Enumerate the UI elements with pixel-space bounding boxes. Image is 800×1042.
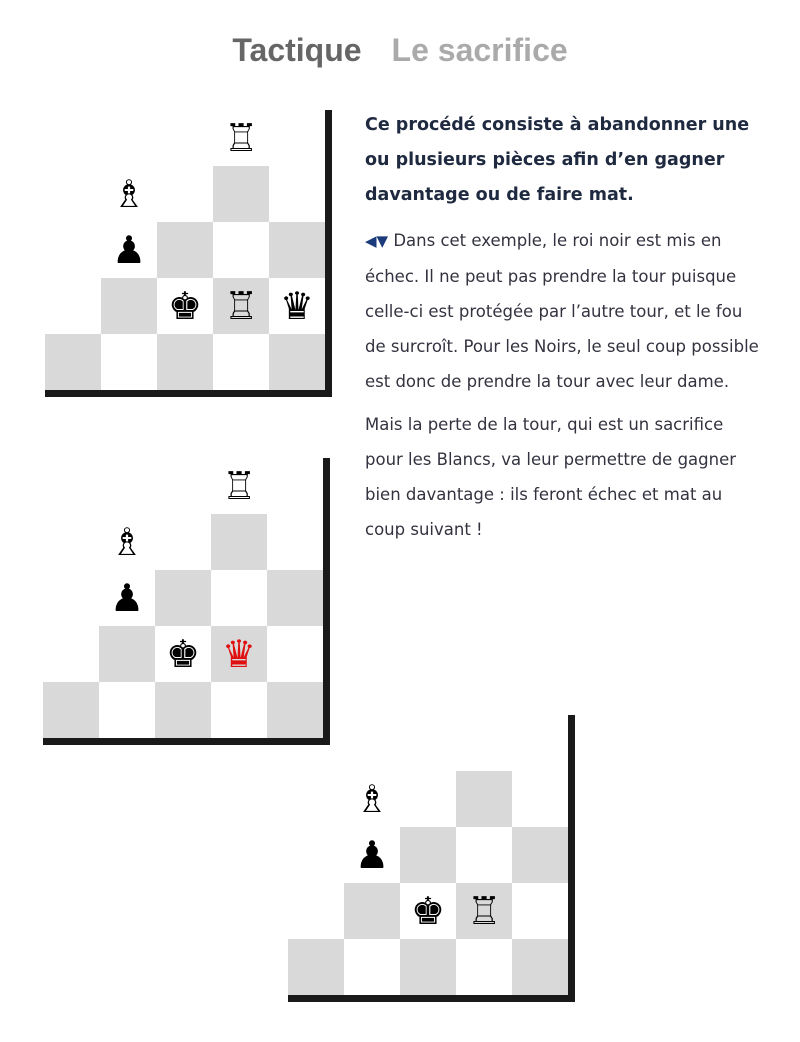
dark-square <box>211 514 267 570</box>
chess-diagram-2 <box>43 458 333 748</box>
title-le-sacrifice: Le sacrifice <box>391 32 568 68</box>
white-rook-icon: ♖ <box>221 464 257 508</box>
page-title <box>0 32 800 69</box>
board-frame-bottom <box>288 995 575 1002</box>
board-frame-right <box>325 110 332 397</box>
chess-diagram-1 <box>45 110 335 400</box>
dark-square <box>101 278 157 334</box>
dark-square <box>400 827 456 883</box>
white-rook-icon: ♖ <box>223 284 259 328</box>
dark-square <box>157 334 213 390</box>
white-rook-icon: ♖ <box>223 116 259 160</box>
dark-square <box>45 334 101 390</box>
arrow-markers-icon: ◀▼ <box>365 232 389 250</box>
board-frame-right <box>568 715 575 1002</box>
black-pawn-icon: ♟ <box>354 833 390 877</box>
black-king-icon: ♚ <box>165 632 201 676</box>
black-pawn-icon: ♟ <box>111 228 147 272</box>
black-queen-icon: ♛ <box>221 632 257 676</box>
dark-square <box>400 939 456 995</box>
title-tactique: Tactique <box>232 32 362 68</box>
dark-square <box>288 939 344 995</box>
dark-square <box>269 334 325 390</box>
dark-square <box>267 570 323 626</box>
paragraph-2: Mais la perte de la tour, qui est un sacrifice pour les Blancs, va leur permettre de gagner bien davantage : ils feront échec et mat au coup suivant ! <box>365 415 737 539</box>
dark-square <box>43 682 99 738</box>
dark-square <box>155 570 211 626</box>
dark-square <box>344 883 400 939</box>
black-queen-icon: ♛ <box>279 284 315 328</box>
board-frame-right <box>323 458 330 745</box>
white-bishop-icon: ♗ <box>109 520 145 564</box>
dark-square <box>99 626 155 682</box>
dark-square <box>269 222 325 278</box>
black-king-icon: ♚ <box>410 889 446 933</box>
black-pawn-icon: ♟ <box>109 576 145 620</box>
black-king-icon: ♚ <box>167 284 203 328</box>
dark-square <box>512 939 568 995</box>
paragraph-1 <box>365 223 765 399</box>
paragraph-1-text: Dans cet exemple, le roi noir est mis en échec. Il ne peut pas prendre la tour puisque celle-ci est protégée par l’autre tour, et le fou de surcroît. Pour les Noirs, le seul coup possible est donc de prendre la tour avec leur dame. <box>365 231 759 391</box>
dark-square <box>157 222 213 278</box>
article-text <box>365 108 765 555</box>
board-frame-bottom <box>45 390 332 397</box>
board-frame-bottom <box>43 738 330 745</box>
dark-square <box>512 827 568 883</box>
dark-square <box>155 682 211 738</box>
dark-square <box>456 771 512 827</box>
white-rook-icon: ♖ <box>466 889 502 933</box>
chess-diagram-3 <box>288 715 578 1005</box>
white-bishop-icon: ♗ <box>111 172 147 216</box>
lead-paragraph: Ce procédé consiste à abandonner une ou plusieurs pièces afin d’en gagner davantage ou de faire mat. <box>365 115 750 205</box>
dark-square <box>213 166 269 222</box>
white-bishop-icon: ♗ <box>354 777 390 821</box>
